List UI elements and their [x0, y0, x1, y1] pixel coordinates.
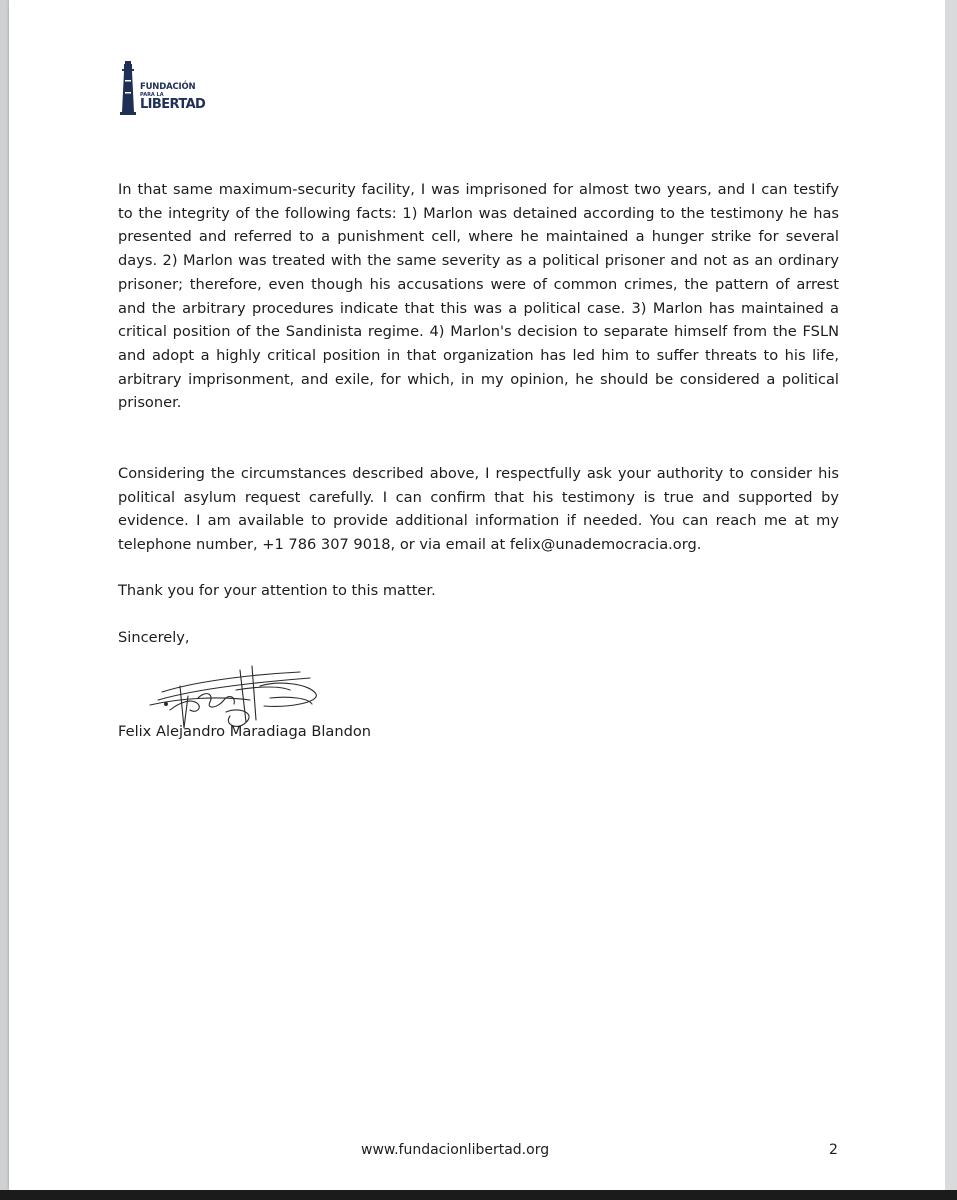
- viewer-bottom-edge: [0, 1190, 957, 1200]
- thanks-line: Thank you for your attention to this matter.: [118, 582, 436, 599]
- viewer-scrollbar-track[interactable]: [945, 0, 957, 1190]
- logo-text-para-la: PARA LA: [140, 92, 164, 98]
- page-number: 2: [829, 1142, 838, 1158]
- lighthouse-icon: [116, 60, 140, 116]
- testimony-paragraph: In that same maximum-security facility, I was imprisoned for almost two years, and I can testify to the integrity of the following facts: 1) Marlon was detained according to the testimony he has presented and referred to a punishment cell, where he maintained a hunger strike for several days. 2) Marlon was treated with the same severity as a political prisoner and not as an ordinary prisoner; therefore, even though his accusations were of common crimes, the pattern of arrest and the arbitrary procedures indicate that this was a political case. 3) Marlon has maintained a critical position of the Sandinista regime. 4) Marlon's decision to separate himself from the FSLN and adopt a highly critical position in that organization has led him to suffer threats to his life, arbitrary imprisonment, and exile, for which, in my opinion, he should be considered a political prisoner.: [118, 181, 839, 412]
- footer-website-link[interactable]: www.fundacionlibertad.org: [361, 1142, 550, 1158]
- signer-name: Felix Alejandro Maradiaga Blandon: [118, 723, 372, 740]
- letterhead-logo: [116, 60, 236, 116]
- logo-text-fundacion: FUNDACIÓN: [140, 82, 196, 92]
- request-paragraph: Considering the circumstances described above, I respectfully ask your authority to consider his political asylum request carefully. I can confirm that his testimony is true and supported by evidence. I am available to provide additional information if needed. You can reach me at my telephone number, +1 786 307 9018, or via email at felix@unademocracia.org.: [118, 465, 839, 554]
- logo-text-libertad: LIBERTAD: [140, 97, 206, 112]
- closing-salutation: Sincerely,: [118, 629, 190, 646]
